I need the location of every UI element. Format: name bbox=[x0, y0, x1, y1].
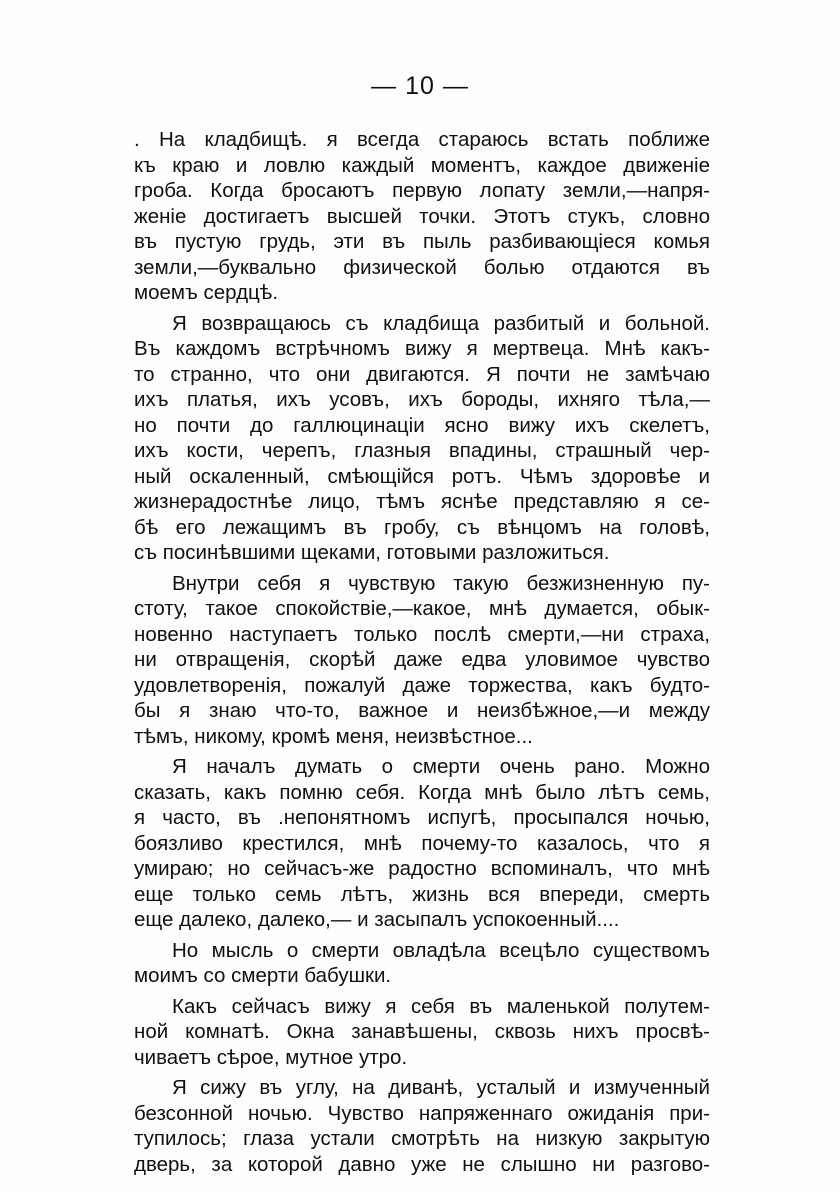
text-line: ный оскаленный, смѣющійся ротъ. Чѣмъ здоровѣе и bbox=[134, 464, 710, 488]
text-line: моемъ сердцѣ. bbox=[134, 281, 279, 304]
text-line: бы я знаю что-то, важное и неизбѣжное,—и между bbox=[134, 699, 710, 722]
text-line: сказать, какъ помню себя. Когда мнѣ было лѣтъ семь, bbox=[134, 780, 710, 804]
text-line: Внутри себя я чувствую такую безжизненную пу- bbox=[172, 571, 710, 595]
text-line: ни отвращенія, скорѣй даже едва уловимое чувство bbox=[134, 648, 710, 671]
paragraph bbox=[134, 311, 710, 566]
text-line: женіе достигаетъ высшей точки. Этотъ стукъ, словно bbox=[134, 204, 710, 228]
text-line: ихъ кости, черепъ, глазныя впадины, страшный чер- bbox=[134, 439, 710, 462]
text-line: еще только семь лѣтъ, жизнь вся впереди, смерть bbox=[134, 882, 710, 906]
text-line: тупилось; глаза устали смотрѣть на низкую закрытую bbox=[134, 1127, 710, 1150]
text-line: тѣмъ, никому, кромѣ меня, неизвѣстное... bbox=[134, 724, 533, 748]
paragraph bbox=[134, 754, 710, 933]
text-line: но почти до галлюцинаціи ясно вижу ихъ скелетъ, bbox=[134, 413, 710, 437]
text-line: я часто, въ .непонятномъ испугѣ, просыпался ночью, bbox=[134, 806, 710, 829]
text-line: гроба. Когда бросаютъ первую лопату земли,—напря- bbox=[134, 179, 710, 202]
text-line: Я началъ думать о смерти очень рано. Можно bbox=[172, 755, 710, 778]
text-line: бѣ его лежащимъ въ гробу, съ вѣнцомъ на головѣ, bbox=[134, 515, 710, 539]
text-line: Я сижу въ углу, на диванѣ, усталый и измученный bbox=[172, 1076, 710, 1099]
paragraph bbox=[134, 127, 710, 306]
text-line: чиваетъ сѣрое, мутное утро. bbox=[134, 1045, 408, 1069]
text-line: дверь, за которой давно уже не слышно ни разгово- bbox=[134, 1152, 710, 1176]
text-line: боязливо крестился, мнѣ почему-то казалось, что я bbox=[134, 831, 710, 855]
text-line: безсонной ночью. Чувство напряженнаго ожиданія при- bbox=[134, 1101, 710, 1125]
text-line: Но мысль о смерти овладѣла всецѣло существомъ bbox=[172, 938, 710, 962]
text-line: моимъ со смерти бабушки. bbox=[134, 964, 392, 987]
text-line: ихъ платья, ихъ усовъ, ихъ бороды, ихняго тѣла,— bbox=[134, 388, 710, 411]
text-line: жизнерадостнѣе лицо, тѣмъ яснѣе представляю я се- bbox=[134, 490, 710, 513]
paragraph bbox=[134, 571, 710, 750]
text-line: съ посинѣвшими щеками, готовыми разложиться. bbox=[134, 541, 610, 564]
text-line: Какъ сейчасъ вижу я себя въ маленькой полутем- bbox=[172, 994, 710, 1018]
text-line: умираю; но сейчасъ-же радостно вспоминалъ, что мнѣ bbox=[134, 857, 710, 880]
text-line: то странно, что они двигаются. Я почти не замѣчаю bbox=[134, 362, 710, 386]
text-line: новенно наступаетъ только послѣ смерти,—ни страха, bbox=[134, 622, 710, 646]
paragraph bbox=[134, 1075, 710, 1177]
text-line: удовлетворенія, пожалуй даже торжества, какъ будто- bbox=[134, 673, 710, 697]
text-line: земли,—буквально физической болью отдаются въ bbox=[134, 255, 710, 279]
text-line: въ пустую грудь, эти въ пыль разбивающіеся комья bbox=[134, 230, 710, 253]
body-text bbox=[134, 127, 710, 1182]
text-line: стоту, такое спокойствіе,—какое, мнѣ думается, обык- bbox=[134, 597, 710, 620]
text-line: къ краю и ловлю каждый моментъ, каждое движеніе bbox=[134, 153, 710, 177]
text-line: Я возвращаюсь съ кладбища разбитый и больной. bbox=[172, 311, 710, 335]
paragraph bbox=[134, 994, 710, 1071]
page-number: — 10 — bbox=[371, 72, 469, 100]
text-line: Въ каждомъ встрѣчномъ вижу я мертвеца. Мнѣ какъ- bbox=[134, 337, 710, 360]
paragraph bbox=[134, 938, 710, 989]
text-line: ной комнатѣ. Окна занавѣшены, сквозь нихъ просвѣ- bbox=[134, 1020, 710, 1043]
text-line: еще далеко, далеко,— и засыпалъ успокоенный.... bbox=[134, 908, 620, 931]
text-line: . На кладбищѣ. я всегда стараюсь встать поближе bbox=[134, 128, 710, 151]
